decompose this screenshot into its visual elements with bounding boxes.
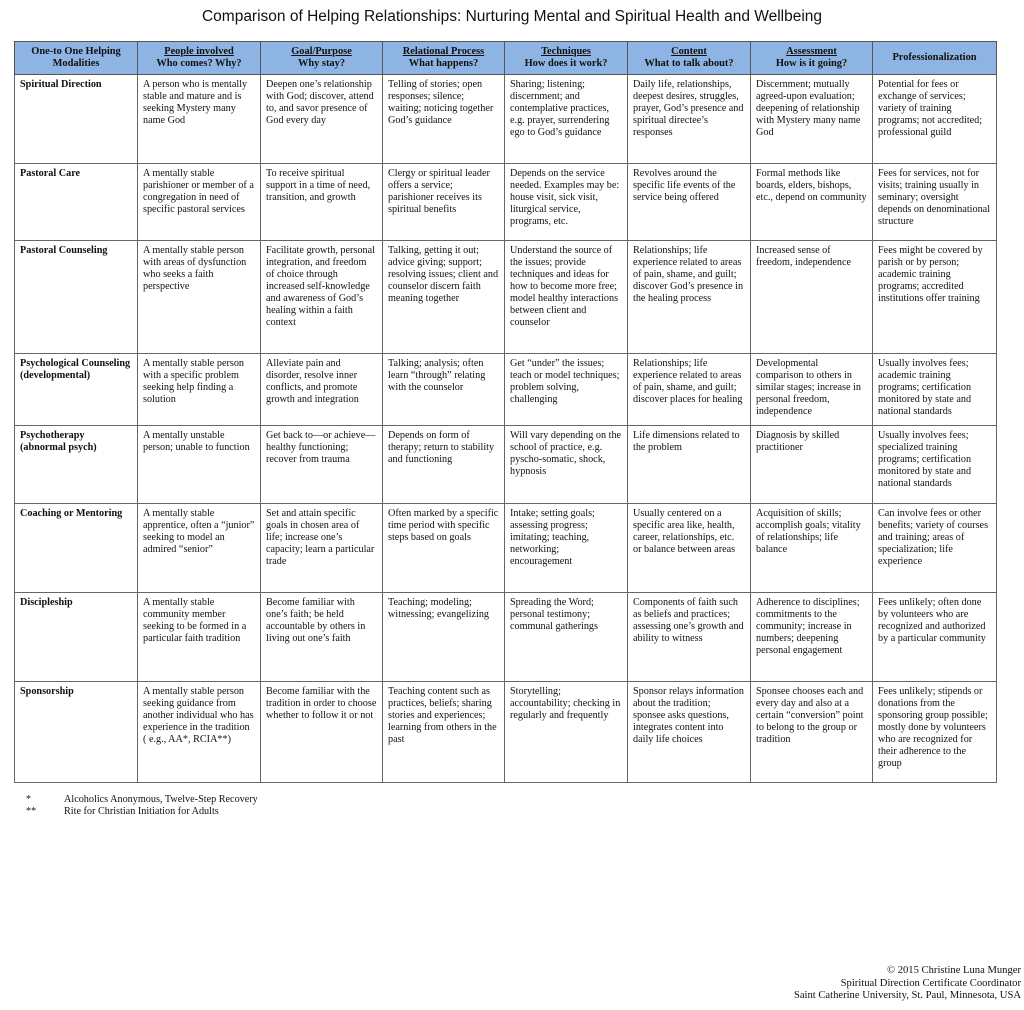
- table-row: [15, 241, 997, 354]
- table-cell: Understand the source of the issues; provide techniques and ideas for how to become more free; model healthy interactions between client and counselor: [505, 241, 628, 354]
- table-cell: Increased sense of freedom, independence: [751, 241, 873, 354]
- footnote: ** Rite for Christian Initiation for Adults: [26, 806, 219, 817]
- table-cell: Talking, getting it out; advice giving; support; resolving issues; client and counselor discern faith meaning together: [383, 241, 505, 354]
- table-row: [15, 354, 997, 426]
- footnote: * Alcoholics Anonymous, Twelve-Step Recovery: [26, 794, 258, 805]
- table-cell: Teaching content such as practices, beliefs; sharing stories and experiences; learning from others in the past: [383, 682, 505, 783]
- table-cell: Telling of stories; open responses; silence; waiting; noticing together God’s guidance: [383, 75, 505, 164]
- column-header: Content What to talk about?: [628, 42, 751, 75]
- table-cell: Can involve fees or other benefits; variety of courses and training; areas of specialization; life experience: [873, 504, 997, 593]
- table-cell: A mentally stable person seeking guidance from another individual who has experience in the tradition ( e.g., AA*, RCIA**): [138, 682, 261, 783]
- column-header: One-to One Helping Modalities: [15, 42, 138, 75]
- table-row: [15, 593, 997, 682]
- table-cell: Fees for services, not for visits; training usually in seminary; oversight depends on denominational structure: [873, 164, 997, 241]
- table-row: [15, 504, 997, 593]
- table-cell: Depends on form of therapy; return to stability and functioning: [383, 426, 505, 504]
- credit-line: Saint Catherine University, St. Paul, Minnesota, USA: [793, 990, 1021, 1001]
- table-cell: Storytelling; accountability; checking in regularly and frequently: [505, 682, 628, 783]
- footnotes: [26, 794, 258, 818]
- table-cell: Fees unlikely; stipends or donations from the sponsoring group possible; mostly done by volunteers who are recognized for their adherence to the group: [873, 682, 997, 783]
- row-header-cell: Discipleship: [15, 593, 138, 682]
- table-cell: Get “under” the issues; teach or model techniques; problem solving, challenging: [505, 354, 628, 426]
- row-header-cell: Spiritual Direction: [15, 75, 138, 164]
- column-header: People involved Who comes? Why?: [138, 42, 261, 75]
- table-cell: Formal methods like boards, elders, bishops, etc., depend on community: [751, 164, 873, 241]
- column-header: Assessment How is it going?: [751, 42, 873, 75]
- credit-line: © 2015 Christine Luna Munger: [887, 965, 1021, 976]
- table-cell: Components of faith such as beliefs and practices; assessing one’s growth and ability to witness: [628, 593, 751, 682]
- table-row: [15, 682, 997, 783]
- table-cell: Spreading the Word; personal testimony; communal gatherings: [505, 593, 628, 682]
- table-cell: A mentally stable person with areas of dysfunction who seeks a faith perspective: [138, 241, 261, 354]
- table-cell: Diagnosis by skilled practitioner: [751, 426, 873, 504]
- header-row: [15, 42, 997, 75]
- page-title: Comparison of Helping Relationships: Nurturing Mental and Spiritual Health and Wellbeing: [201, 8, 823, 25]
- table-cell: Usually involves fees; academic training programs; certification monitored by state and national standards: [873, 354, 997, 426]
- table-cell: Revolves around the specific life events of the service being offered: [628, 164, 751, 241]
- table-cell: Set and attain specific goals in chosen area of life; increase one’s capacity; learn a particular trade: [261, 504, 383, 593]
- table-cell: A mentally unstable person; unable to function: [138, 426, 261, 504]
- table-cell: Teaching; modeling; witnessing; evangelizing: [383, 593, 505, 682]
- table-cell: Will vary depending on the school of practice, e.g. pyscho-somatic, shock, hypnosis: [505, 426, 628, 504]
- table-cell: Usually centered on a specific area like, health, career, relationships, etc. or balance between areas: [628, 504, 751, 593]
- table-cell: Depends on the service needed. Examples may be: house visit, sick visit, liturgical service, programs, etc.: [505, 164, 628, 241]
- row-header-cell: Pastoral Counseling: [15, 241, 138, 354]
- table-cell: Sponsee chooses each and every day and also at a certain “conversion” point to belong to the group or tradition: [751, 682, 873, 783]
- credit-line: Spiritual Direction Certificate Coordinator: [840, 977, 1021, 989]
- table-cell: Daily life, relationships, deepest desires, struggles, prayer, God’s presence and spiritual directee’s responses: [628, 75, 751, 164]
- table-cell: Life dimensions related to the problem: [628, 426, 751, 504]
- table-row: [15, 426, 997, 504]
- table-cell: Fees unlikely; often done by volunteers who are recognized and authorized by a particular community: [873, 593, 997, 682]
- table-cell: Alleviate pain and disorder, resolve inner conflicts, and promote growth and integration: [261, 354, 383, 426]
- table-cell: Relationships; life experience related to areas of pain, shame, and guilt; discover places for healing: [628, 354, 751, 426]
- row-header-cell: Psychotherapy (abnormal psych): [15, 426, 138, 504]
- table-cell: Get back to—or achieve—healthy functioning; recover from trauma: [261, 426, 383, 504]
- table-cell: To receive spiritual support in a time of need, transition, and growth: [261, 164, 383, 241]
- row-header-cell: Pastoral Care: [15, 164, 138, 241]
- table-cell: Acquisition of skills; accomplish goals; vitality of relationships; life balance: [751, 504, 873, 593]
- table-cell: Relationships; life experience related to areas of pain, shame, and guilt; discover God’s presence in the healing process: [628, 241, 751, 354]
- table-cell: A mentally stable parishioner or member of a congregation in need of specific pastoral services: [138, 164, 261, 241]
- table-cell: Become familiar with one’s faith; be held accountable by others in living out one’s faith: [261, 593, 383, 682]
- row-header-cell: Coaching or Mentoring: [15, 504, 138, 593]
- table-cell: Discernment; mutually agreed-upon evaluation; deepening of relationship with Mystery many name God: [751, 75, 873, 164]
- table-cell: Talking; analysis; often learn “through” relating with the counselor: [383, 354, 505, 426]
- table-cell: Developmental comparison to others in similar stages; increase in personal freedom, independence: [751, 354, 873, 426]
- table-cell: A mentally stable community member seeking to be formed in a particular faith tradition: [138, 593, 261, 682]
- row-header-cell: Psychological Counseling (developmental): [15, 354, 138, 426]
- table-cell: Intake; setting goals; assessing progress; imitating; teaching, networking; encouragement: [505, 504, 628, 593]
- column-header: Goal/Purpose Why stay?: [261, 42, 383, 75]
- table-cell: Become familiar with the tradition in order to choose whether to follow it or not: [261, 682, 383, 783]
- column-header: Professionalization: [873, 42, 997, 75]
- table-cell: Adherence to disciplines; commitments to the community; increase in numbers; deepening personal engagement: [751, 593, 873, 682]
- table-cell: Fees might be covered by parish or by person; academic training programs; accredited institutions offer training: [873, 241, 997, 354]
- table-cell: Potential for fees or exchange of services; variety of training programs; not accredited; professional guild: [873, 75, 997, 164]
- table-cell: Often marked by a specific time period with specific steps based on goals: [383, 504, 505, 593]
- table-cell: Usually involves fees; specialized training programs; certification monitored by state and national standards: [873, 426, 997, 504]
- table-cell: Clergy or spiritual leader offers a service; parishioner receives its spiritual benefits: [383, 164, 505, 241]
- table-cell: Deepen one’s relationship with God; discover, attend to, and savor presence of God every day: [261, 75, 383, 164]
- table-cell: Sharing; listening; discernment; and contemplative practices, e.g. prayer, surrendering ego to God’s guidance: [505, 75, 628, 164]
- comparison-table: [14, 41, 997, 783]
- row-header-cell: Sponsorship: [15, 682, 138, 783]
- copyright-credit: [794, 965, 1021, 1003]
- table-cell: A mentally stable person with a specific problem seeking help finding a solution: [138, 354, 261, 426]
- table-row: [15, 75, 997, 164]
- table-cell: Sponsor relays information about the tradition; sponsee asks questions, integrates content into daily life choices: [628, 682, 751, 783]
- table-row: [15, 164, 997, 241]
- column-header: Techniques How does it work?: [505, 42, 628, 75]
- table-cell: Facilitate growth, personal integration, and freedom of choice through increased self-knowledge and awareness of God’s healing within a faith context: [261, 241, 383, 354]
- table-cell: A person who is mentally stable and mature and is seeking Mystery many name God: [138, 75, 261, 164]
- table-cell: A mentally stable apprentice, often a “junior” seeking to model an admired “senior”: [138, 504, 261, 593]
- column-header: Relational Process What happens?: [383, 42, 505, 75]
